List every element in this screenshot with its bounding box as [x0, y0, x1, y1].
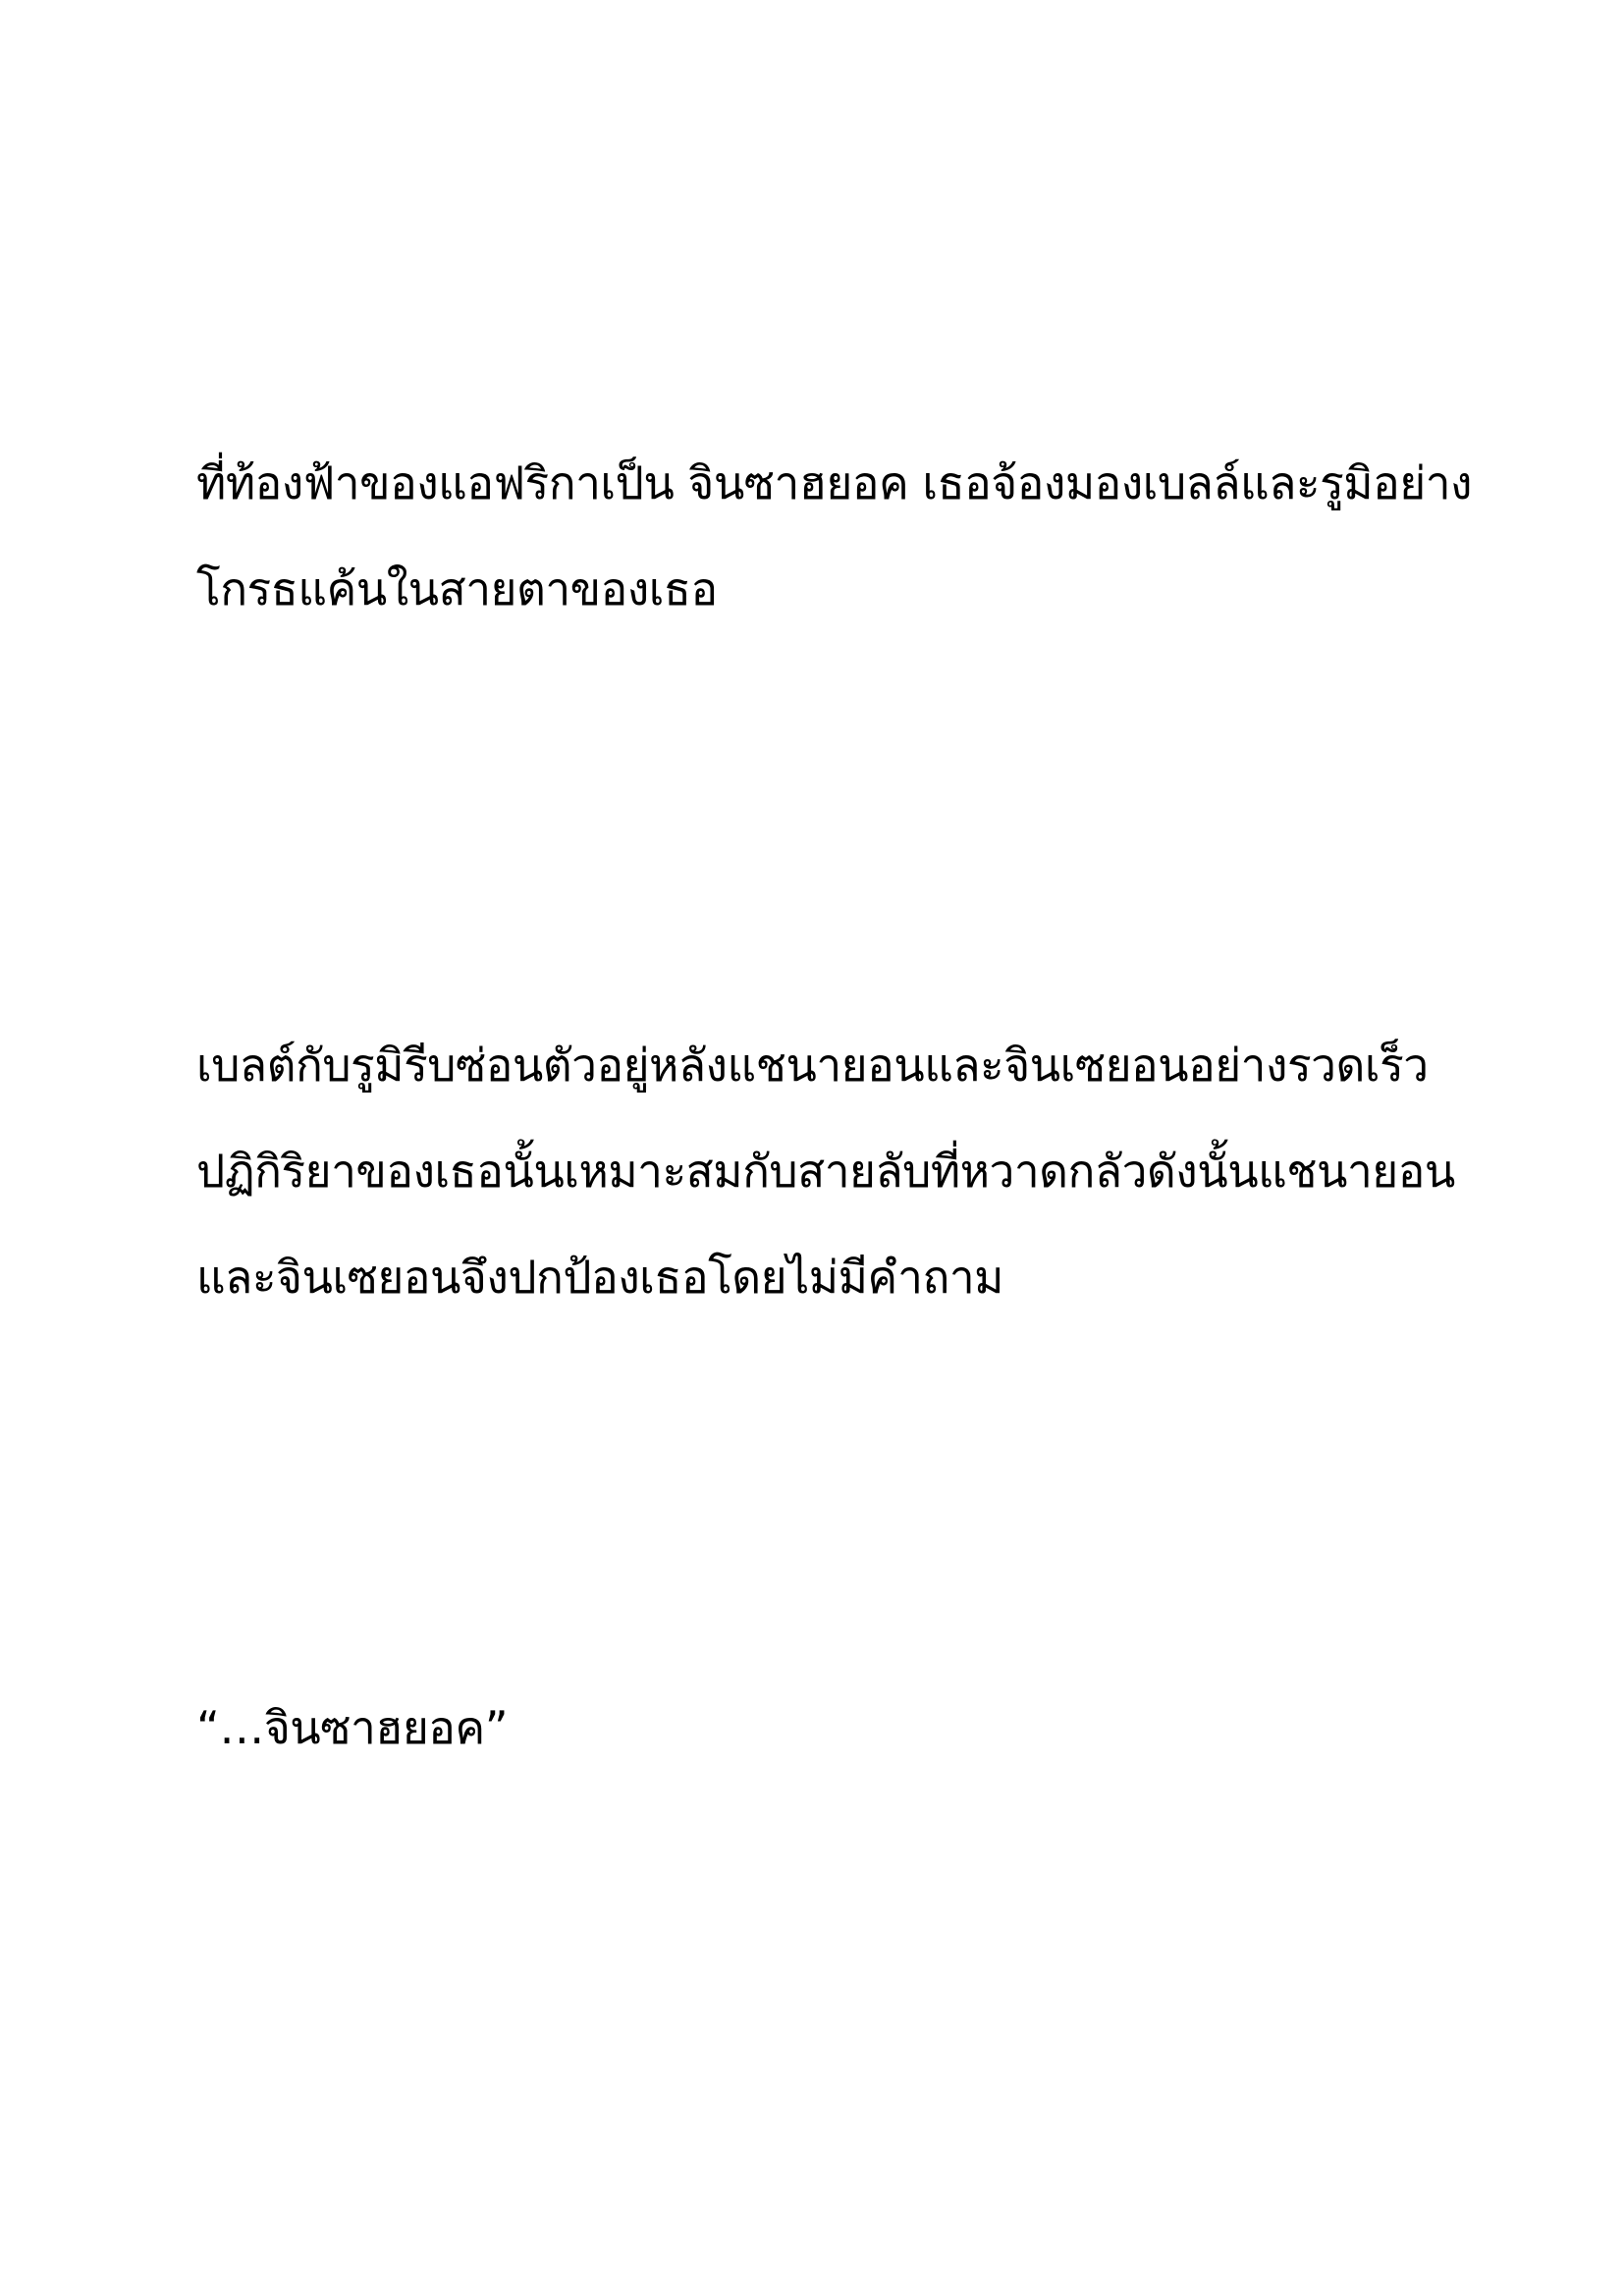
paragraph-line: ปฏิกิริยาของเธอนั้นเหมาะสมกับสายลับที่หวาดกลัวดังนั้นแชนายอน	[196, 1145, 1455, 1198]
paragraph-africa-sky	[196, 455, 1473, 616]
paragraph-line: เบลต์กับรูมิรีบซ่อนตัวอยู่หลังแชนายอนและจินเซยอนอย่างรวดเร็ว	[196, 1039, 1429, 1092]
paragraph-hiding	[196, 1038, 1473, 1305]
paragraph-line: ที่ท้องฟ้าของแอฟริกาเป็น จินซาฮยอค เธอจ้องมองเบลล์และรูมิอย่าง	[196, 456, 1473, 509]
paragraph-line: “…จินซาฮยอค”	[196, 1701, 509, 1754]
dialogue-line	[196, 1700, 1473, 1755]
paragraph-line: โกรธแค้นในสายตาของเธอ	[196, 562, 718, 615]
paragraph-line: และจินเซยอนจึงปกป้องเธอโดยไม่มีคำถาม	[196, 1251, 1004, 1304]
